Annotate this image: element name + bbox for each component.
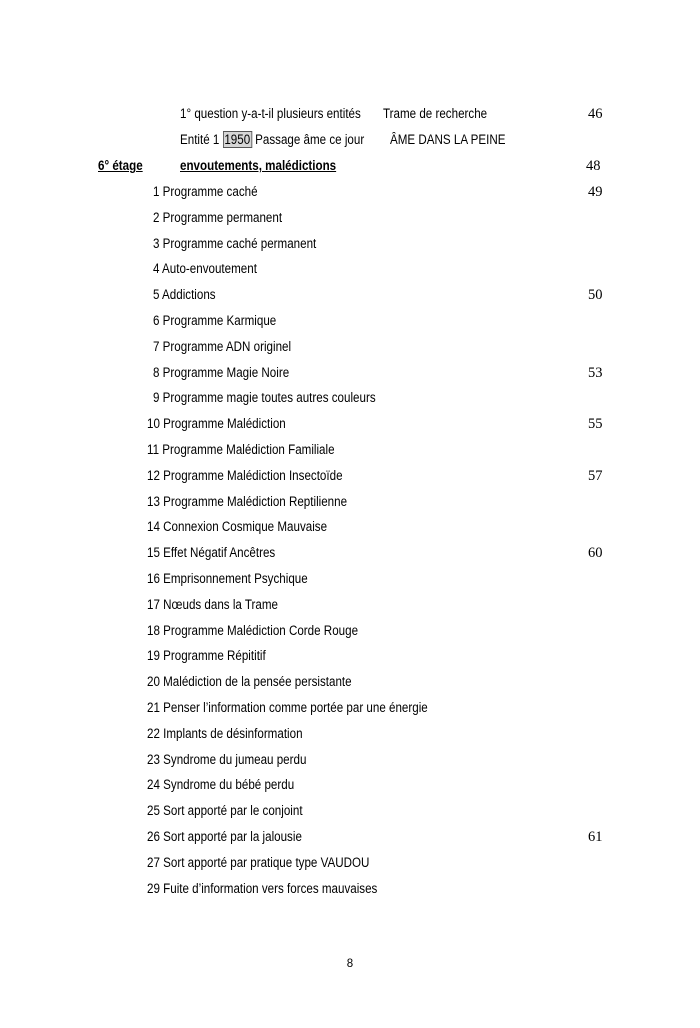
list-item-page-number: 55 — [588, 416, 603, 433]
list-item: 29 Fuite d’information vers forces mauvaises — [147, 880, 378, 896]
list-item: 5 Addictions — [153, 287, 216, 303]
entite-label: Entité 1 — [180, 132, 220, 147]
list-item: 7 Programme ADN originel — [153, 338, 292, 354]
list-item: 6 Programme Karmique — [153, 313, 277, 328]
list-item: 13 Programme Malédiction Reptilienne — [147, 493, 348, 509]
list-item: 19 Programme Répititif — [147, 648, 266, 664]
list-item-page-number: 60 — [588, 545, 603, 562]
list-item-page-number: 50 — [588, 287, 603, 304]
state-text: ÂME DANS LA PEINE — [390, 132, 506, 147]
list-item: 8 Programme Magie Noire — [153, 364, 290, 380]
question-text: 1° question y-a-t-il plusieurs entités — [180, 106, 361, 121]
list-item: 18 Programme Malédiction Corde Rouge — [147, 622, 359, 638]
list-item: 2 Programme permanent — [153, 209, 283, 225]
page-number-46: 46 — [588, 106, 603, 122]
list-item-page-number: 49 — [588, 184, 603, 200]
list-item: 16 Emprisonnement Psychique — [147, 571, 308, 586]
year-field[interactable]: 1950 — [224, 132, 251, 147]
list-item: 9 Programme magie toutes autres couleurs — [153, 390, 376, 406]
list-item: 20 Malédiction de la pensée persistante — [147, 674, 352, 690]
trame-text: Trame de recherche — [383, 106, 488, 121]
list-item-page-number: 53 — [588, 364, 603, 381]
list-item: 22 Implants de désinformation — [147, 725, 303, 741]
list-item: 15 Effet Négatif Ancêtres — [147, 545, 276, 561]
section-page-number: 48 — [586, 158, 601, 174]
passage-text: Passage âme ce jour — [255, 132, 365, 147]
list-item: 23 Syndrome du jumeau perdu — [147, 751, 307, 767]
etage-label: 6° étage — [98, 158, 143, 173]
list-item-page-number: 61 — [588, 829, 603, 845]
list-item: 24 Syndrome du bébé perdu — [147, 777, 295, 793]
list-item: 3 Programme caché permanent — [153, 235, 317, 251]
list-item: 21 Penser l’information comme portée par une énergie — [147, 700, 428, 715]
entite-line — [180, 132, 364, 148]
footer-page-number: 8 — [346, 958, 354, 970]
section-title: envoutements, malédictions — [180, 158, 337, 173]
list-item: 14 Connexion Cosmique Mauvaise — [147, 519, 328, 535]
list-item: 11 Programme Malédiction Familiale — [147, 442, 335, 457]
list-item: 17 Nœuds dans la Trame — [147, 596, 279, 612]
list-item: 1 Programme caché — [153, 184, 258, 199]
list-item: 27 Sort apporté par pratique type VAUDOU — [147, 854, 370, 870]
list-item: 4 Auto-envoutement — [153, 261, 257, 277]
list-item: 25 Sort apporté par le conjoint — [147, 803, 303, 819]
list-item-page-number: 57 — [588, 467, 603, 484]
list-item: 12 Programme Malédiction Insectoïde — [147, 467, 343, 483]
list-item: 26 Sort apporté par la jalousie — [147, 829, 302, 844]
list-item: 10 Programme Malédiction — [147, 416, 286, 432]
